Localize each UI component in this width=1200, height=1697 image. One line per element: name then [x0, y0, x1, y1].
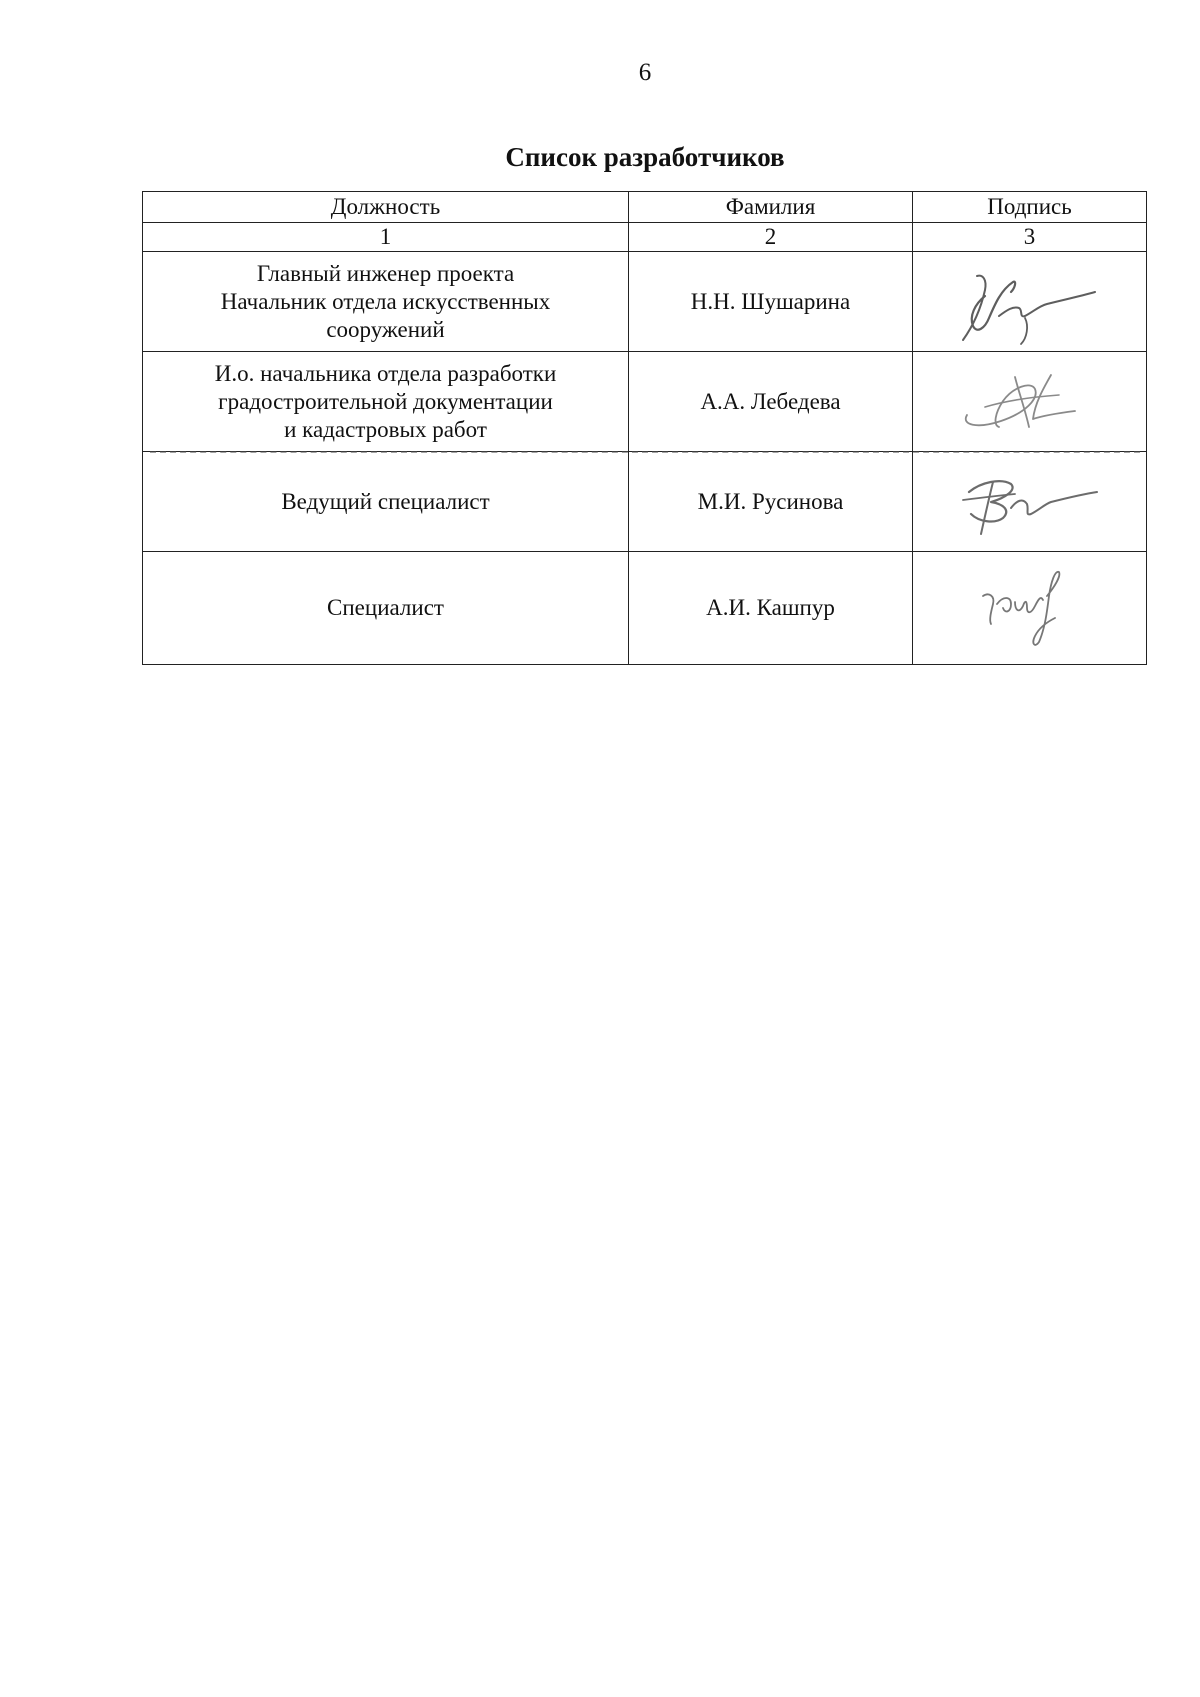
position-line: сооружений [326, 316, 445, 342]
table-header-row [143, 192, 1147, 223]
header-signature: Подпись [913, 192, 1147, 223]
signature-image [955, 464, 1105, 540]
surname-cell: А.И. Кашпур [629, 552, 913, 665]
position-cell [143, 252, 629, 352]
column-number-row [143, 223, 1147, 252]
position-line: градостроительной документации [218, 388, 553, 414]
surname-cell: М.И. Русинова [629, 452, 913, 552]
signature-cell [913, 352, 1147, 452]
surname-cell: Н.Н. Шушарина [629, 252, 913, 352]
position-line: Главный инженер проекта [256, 260, 515, 286]
signature-cell [913, 552, 1147, 665]
position-line: И.о. начальника отдела разработки [214, 360, 557, 386]
signature-image [975, 566, 1085, 650]
table-row [143, 452, 1147, 552]
table-row [143, 252, 1147, 352]
position-line: Ведущий специалист [281, 488, 490, 514]
page-number: 6 [638, 59, 652, 86]
signature-image [955, 367, 1105, 437]
table-row [143, 552, 1147, 665]
developers-table [142, 191, 1147, 665]
scan-artifact-dashed-line [150, 451, 1140, 453]
position-cell [143, 352, 629, 452]
signature-cell [913, 452, 1147, 552]
signature-image [955, 256, 1105, 348]
column-number: 2 [629, 223, 913, 252]
table-row [143, 352, 1147, 452]
header-surname: Фамилия [629, 192, 913, 223]
signature-cell [913, 252, 1147, 352]
column-number: 3 [913, 223, 1147, 252]
position-line: и кадастровых работ [284, 416, 487, 442]
position-line: Специалист [327, 595, 444, 620]
position-line: Начальник отдела искусственных [220, 288, 551, 314]
header-position: Должность [143, 192, 629, 223]
position-cell [143, 452, 629, 552]
surname-cell: А.А. Лебедева [629, 352, 913, 452]
position-cell [143, 552, 629, 665]
page-title: Список разработчиков [505, 142, 785, 172]
column-number: 1 [143, 223, 629, 252]
